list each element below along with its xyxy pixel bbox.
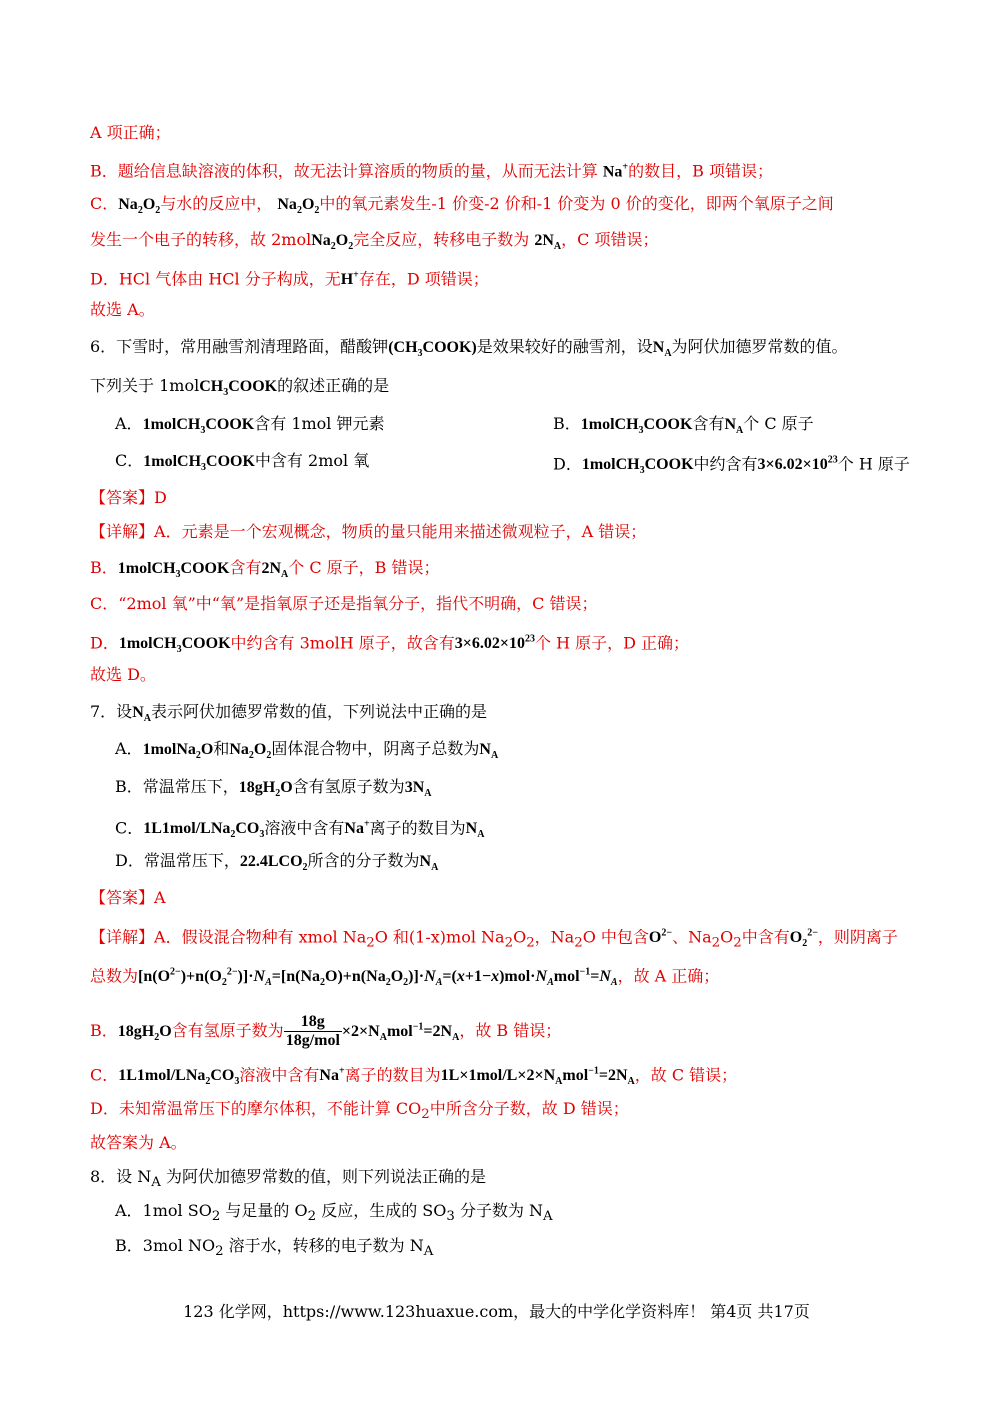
q7-option-c: C．$1L1mol/LNa_2CO_3$溶液中含有Na+离子的数目为$N_A$: [115, 818, 485, 841]
q7-detail-b: B．$18gH_2O$含有氢原子数为 $\frac{18g}{\text{18g/mol}}$ $\times 2\times N_Amol^{-1}=2N_A$，故 B 错误；: [90, 1013, 562, 1049]
q5-choice: 故选 A。: [90, 300, 155, 319]
q6-detail-c: C．“2mol 氧”中“氧”是指氧原子还是指氧分子，指代不明确，C 错误；: [90, 594, 598, 613]
q6-stem-2: 下列关于 1molCH$_3$COOK的叙述正确的是: [90, 376, 390, 399]
q5-d-explanation: D．HCl 气体由 HCl 分子构成，无H+存在，D 项错误；: [90, 269, 489, 289]
q5-b-explanation: B．题给信息缺溶液的体积，故无法计算溶质的物质的量，从而无法计算 Na+的数目，B 项错误；: [90, 161, 773, 181]
q8-option-a: A．1mol $SO_2$ 与足量的 $O_2$ 反应，生成的 $SO_3$ 分子数为 $N_A$: [115, 1201, 553, 1225]
q7-stem: 7．设$N_A$表示阿伏加德罗常数的值，下列说法中正确的是: [90, 702, 487, 725]
q6-options-row-1: [115, 414, 915, 441]
q7-option-d: D．常温常压下，$22.4LCO_2$所含的分子数为$N_A$: [115, 851, 439, 874]
q7-option-a: A．1molNa$_2$O和$Na_2O_2$固体混合物中，阴离子总数为$N_A$: [115, 739, 499, 762]
q8-stem: 8．设 $N_A$ 为阿伏加德罗常数的值，则下列说法正确的是: [90, 1167, 487, 1191]
q6-stem-1: 6．下雪时，常用融雪剂清理路面，醋酸钾$(CH_3COOK)$是效果较好的融雪剂，设$N_A$为阿伏加德罗常数的值。: [90, 337, 848, 360]
q6-option-d: D．1molCH$_3$COOK中约含有$3\times 6.02\times 10^{23}$个 H 原子: [553, 454, 910, 477]
q7-answer: 【答案】A: [90, 888, 166, 907]
page-footer: 123 化学网，https://www.123huaxue.com，最大的中学化学资料库！ 第4页 共17页: [183, 1302, 810, 1321]
q7-option-b: B．常温常压下，$18gH_2O$含有氢原子数为$3N_A$: [115, 777, 432, 800]
q8-option-b: B．3mol $NO_2$ 溶于水，转移的电子数为 $N_A$: [115, 1236, 434, 1260]
q5-c-explanation-2: 发生一个电子的转移，故 $2molNa_2O_2$完全反应，转移电子数为 $2N_A$，C 项错误；: [90, 230, 659, 253]
q5-a-conclusion: A 项正确；: [90, 123, 171, 142]
q6-option-b: B．1molCH$_3$COOK含有$N_A$个 C 原子: [553, 414, 814, 437]
q7-detail-a-1: 【详解】A．假设混合物种有 xmol $Na_2O$ 和(1-x)mol $Na_2O_2$，$Na_2O$ 中包含$O^{2-}$、$Na_2O_2$中含有$O_2^{2-}$，则阴离子: [90, 927, 898, 951]
q7-detail-a-formula: $[n(O^{2-})+n(O_2^{2-})]\cdot N_A=[n(Na_2O)+n(Na_2O_2)]\cdot N_A=(x+1-x)mol\cdot N_Amol^{-1}=N_A$: [138, 967, 618, 989]
q6-option-c: C．1molCH$_3$COOK中含有 2mol 氧: [115, 451, 370, 474]
q5-c-explanation-1: C．$Na_2O_2$与水的反应中， $Na_2O_2$中的氧元素发生-1 价变-2 价和-1 价变为 0 价的变化，即两个氧原子之间: [90, 194, 834, 217]
q6-detail-a: 【详解】A．元素是一个宏观概念，物质的量只能用来描述微观粒子，A 错误；: [90, 522, 647, 541]
q7-detail-d: D．未知常温常压下的摩尔体积，不能计算 $CO_2$中所含分子数，故 D 错误；: [90, 1099, 629, 1123]
q6-detail-d: D．1molCH$_3$COOK中约含有 3molH 原子，故含有$3\times 6.02\times 10^{23}$个 H 原子，D 正确；: [90, 633, 690, 656]
q6-option-a: A．1molCH$_3$COOK含有 1mol 钾元素: [115, 414, 385, 437]
q6-choice: 故选 D。: [90, 665, 156, 684]
q7-detail-a-2: 总数为$[n(O^{2-})+n(O_2^{2-})]\cdot N_A=[n(Na_2O)+n(Na_2O_2)]\cdot N_A=(x+1-x)mol\cdot N_Amol^{-1}=N_A$，故 A 正确；: [90, 966, 720, 989]
q6-answer: 【答案】D: [90, 488, 167, 507]
q7-detail-b-fraction: $\frac{18g}{\text{18g/mol}}$: [285, 1013, 340, 1049]
q6-options-row-2: [115, 451, 915, 478]
q7-detail-c: C．$1L1mol/LNa_2CO_3$溶液中含有Na+离子的数目为$1L\times 1mol/L\times 2\times N_Amol^{-1}=2N_A$，故 C 错误；: [90, 1065, 738, 1088]
q6-detail-b: B．1molCH$_3$COOK含有$2N_A$个 C 原子，B 错误；: [90, 558, 440, 581]
q7-choice: 故答案为 A。: [90, 1133, 187, 1152]
